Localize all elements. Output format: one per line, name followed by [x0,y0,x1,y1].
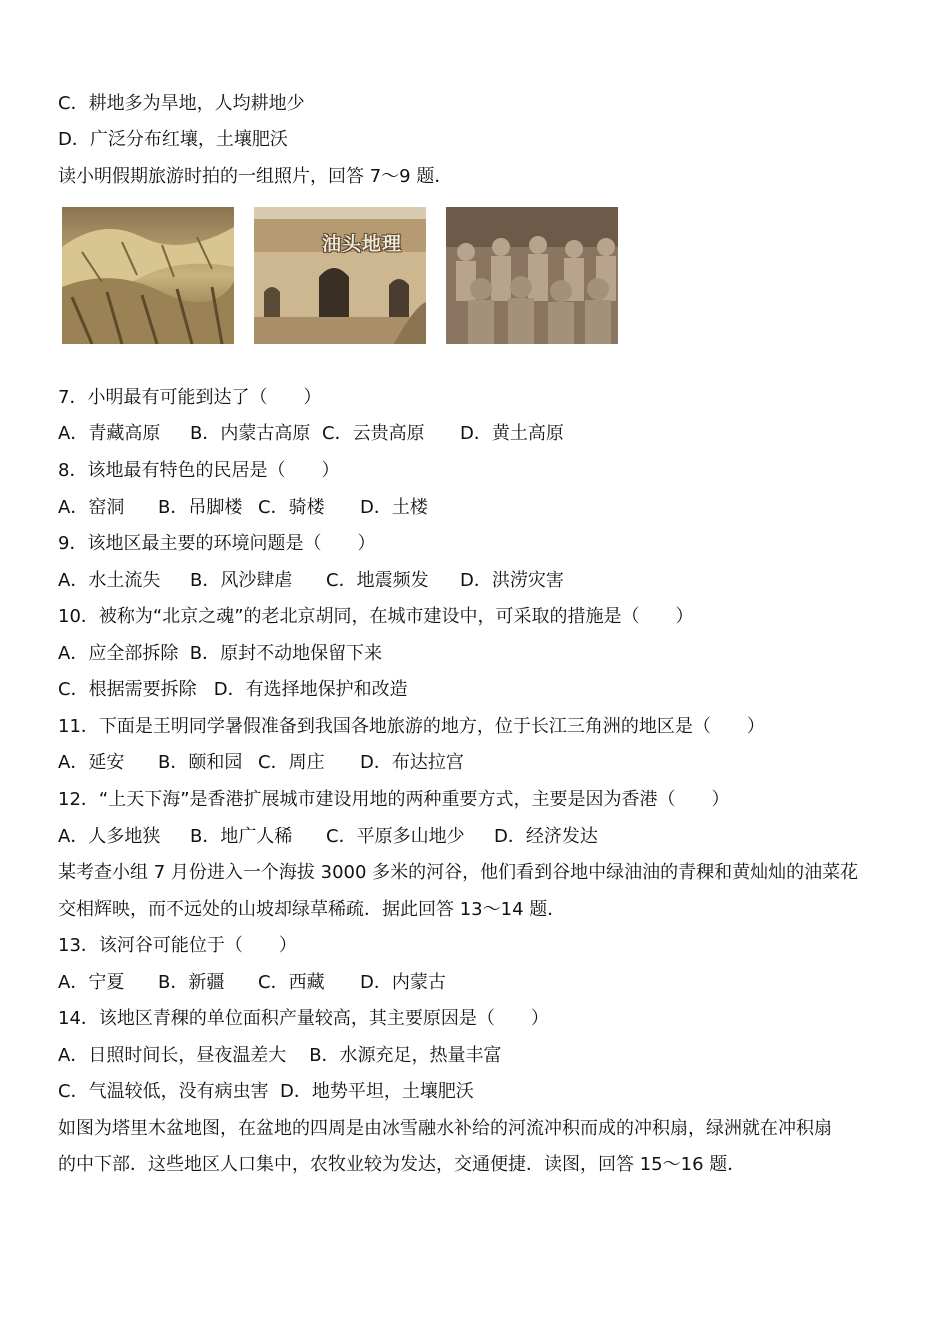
q9-option-a: A．水土流失 [58,570,161,591]
q8-option-a: A．窑洞 [58,497,125,518]
q9-option-c: C．地震频发 [326,570,429,591]
q13-option-b: B．新疆 [158,972,225,993]
question-11: 11．下面是王明同学暑假准备到我国各地旅游的地方，位于长江三角洲的地区是（ ） [58,716,765,737]
cave-sign-text: 油头地理 [322,233,403,255]
passage-15-16-line2: 的中下部．这些地区人口集中，农牧业较为发达，交通便捷．读图，回答 15～16 题． [58,1154,746,1175]
question-9: 9．该地区最主要的环境问题是（ ） [58,533,376,554]
photo-loess-plateau [62,207,234,344]
question-12: 12．“上天下海”是香港扩展城市建设用地的两种重要方式，主要是因为香港（ ） [58,789,730,810]
passage-13-14-line1: 某考查小组 7 月份进入一个海拔 3000 多米的河谷，他们看到谷地中绿油油的青稞和黄灿灿的油菜花 [58,862,859,883]
q11-option-b: B．颐和园 [158,752,243,773]
q11-option-c: C．周庄 [258,752,325,773]
photo-terracotta-warriors [446,207,618,344]
q12-option-d: D．经济发达 [494,826,598,847]
q10-options-cd: C．根据需要拆除 D．有选择地保护和改造 [58,679,408,700]
q12-option-b: B．地广人稀 [190,826,293,847]
q13-option-c: C．西藏 [258,972,325,993]
option-c-text: C．耕地多为旱地，人均耕地少 [58,93,305,114]
q8-option-c: C．骑楼 [258,497,325,518]
question-14: 14．该地区青稞的单位面积产量较高，其主要原因是（ ） [58,1008,549,1029]
question-8: 8．该地最有特色的民居是（ ） [58,460,340,481]
q9-option-b: B．风沙肆虐 [190,570,293,591]
q14-options-ab: A．日照时间长，昼夜温差大 B．水源充足，热量丰富 [58,1045,502,1066]
passage-13-14-line2: 交相辉映，而不远处的山坡却绿草稀疏．据此回答 13～14 题． [58,899,566,920]
q8-option-b: B．吊脚楼 [158,497,243,518]
q8-option-d: D．土楼 [360,497,428,518]
q12-option-c: C．平原多山地少 [326,826,465,847]
question-13: 13．该河谷可能位于（ ） [58,935,297,956]
passage-15-16-line1: 如图为塔里木盆地图，在盆地的四周是由冰雪融水补给的河流冲积而成的冲积扇，绿洲就在冲积扇 [58,1118,832,1139]
q7-option-b: B．内蒙古高原 [190,423,311,444]
q14-options-cd: C．气温较低，没有病虫害 D．地势平坦，土壤肥沃 [58,1081,474,1102]
q11-option-a: A．延安 [58,752,125,773]
question-7: 7．小明最有可能到达了（ ） [58,387,322,408]
photo-cave-dwelling [254,207,426,344]
passage-7-9: 读小明假期旅游时拍的一组照片，回答 7～9 题． [58,166,453,187]
q12-option-a: A．人多地狭 [58,826,161,847]
option-d-text: D．广泛分布红壤，土壤肥沃 [58,129,288,150]
q7-option-d: D．黄土高原 [460,423,564,444]
q13-option-d: D．内蒙古 [360,972,446,993]
q7-option-a: A．青藏高原 [58,423,161,444]
question-10: 10．被称为“北京之魂”的老北京胡同，在城市建设中，可采取的措施是（ ） [58,606,694,627]
q13-option-a: A．宁夏 [58,972,125,993]
q11-option-d: D．布达拉宫 [360,752,464,773]
q9-option-d: D．洪涝灾害 [460,570,564,591]
q10-options-ab: A．应全部拆除 B．原封不动地保留下来 [58,643,383,664]
q7-option-c: C．云贵高原 [322,423,425,444]
